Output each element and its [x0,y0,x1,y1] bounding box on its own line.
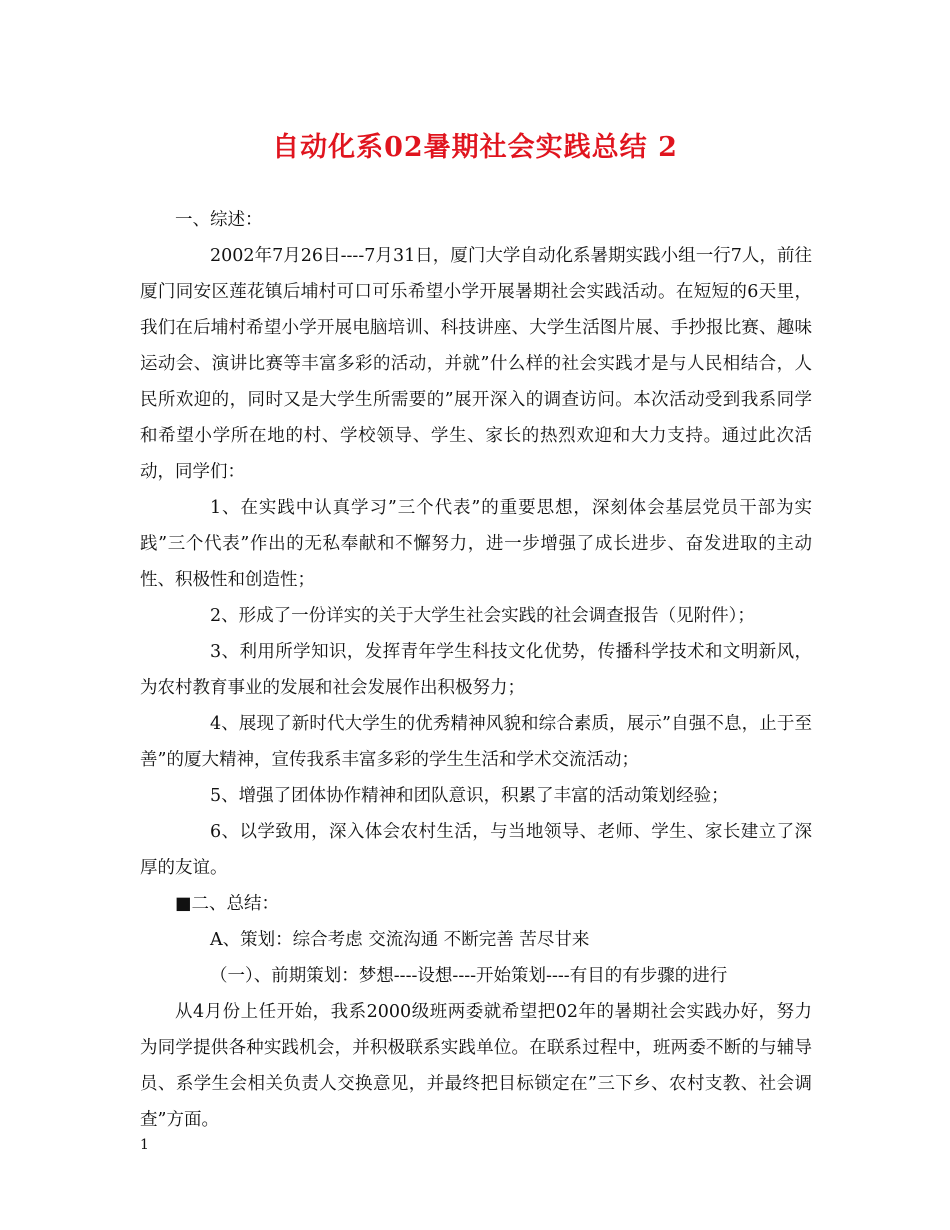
section-heading-overview: 一、综述： [175,210,263,230]
section-heading-summary: ■二、总结： [175,894,280,914]
paragraph-intro: 2002年7月26日----7月31日，厦门大学自动化系暑期实践小组一行7人，前往厦门同安区莲花镇后埔村可口可乐希望小学开展暑期社会实践活动。在短短的6天里，我们在后埔村希望小学开展电脑培训、科技讲座、大学生活图片展、手抄报比赛、趣味运动会、演讲比赛等丰富多彩的活动，并就”什么样的社会实践才是与人民相结合，人民所欢迎的，同时又是大学生所需要的”展开深入的调查访问。本次活动受到我系同学和希望小学所在地的村、学校领导、学生、家长的热烈欢迎和大力支持。通过此次活动，同学们： [140,246,812,482]
document-body [140,202,812,1138]
list-item-3: 3、利用所学知识，发挥青年学生科技文化优势，传播科学技术和文明新风，为农村教育事业的发展和社会发展作出积极努力； [140,642,812,698]
subheading-planning: A、策划：综合考虑 交流沟通 不断完善 苦尽甘来 [210,930,590,950]
page-number: 1 [140,1137,149,1153]
list-item-2: 2、形成了一份详实的关于大学生社会实践的社会调查报告（见附件）； [210,606,755,626]
subheading-early-planning: （一）、前期策划：梦想----设想----开始策划----有目的有步骤的进行 [210,966,728,986]
list-item-1: 1、在实践中认真学习”三个代表”的重要思想，深刻体会基层党员干部为实践”三个代表”作出的无私奉献和不懈努力，进一步增强了成长进步、奋发进取的主动性、积极性和创造性； [140,498,812,590]
paragraph-early-planning: 从4月份上任开始，我系2000级班两委就希望把02年的暑期社会实践办好，努力为同学提供各种实践机会，并积极联系实践单位。在联系过程中，班两委不断的与辅导员、系学生会相关负责人交换意见，并最终把目标锁定在”三下乡、农村支教、社会调查”方面。 [140,1002,812,1130]
document-title: 自动化系02暑期社会实践总结 2 [272,132,678,163]
list-item-4: 4、展现了新时代大学生的优秀精神风貌和综合素质，展示”自强不息，止于至善”的厦大精神，宣传我系丰富多彩的学生生活和学术交流活动； [140,714,812,770]
list-item-6: 6、以学致用，深入体会农村生活，与当地领导、老师、学生、家长建立了深厚的友谊。 [140,822,812,878]
list-item-5: 5、增强了团体协作精神和团队意识，积累了丰富的活动策划经验； [210,786,729,806]
